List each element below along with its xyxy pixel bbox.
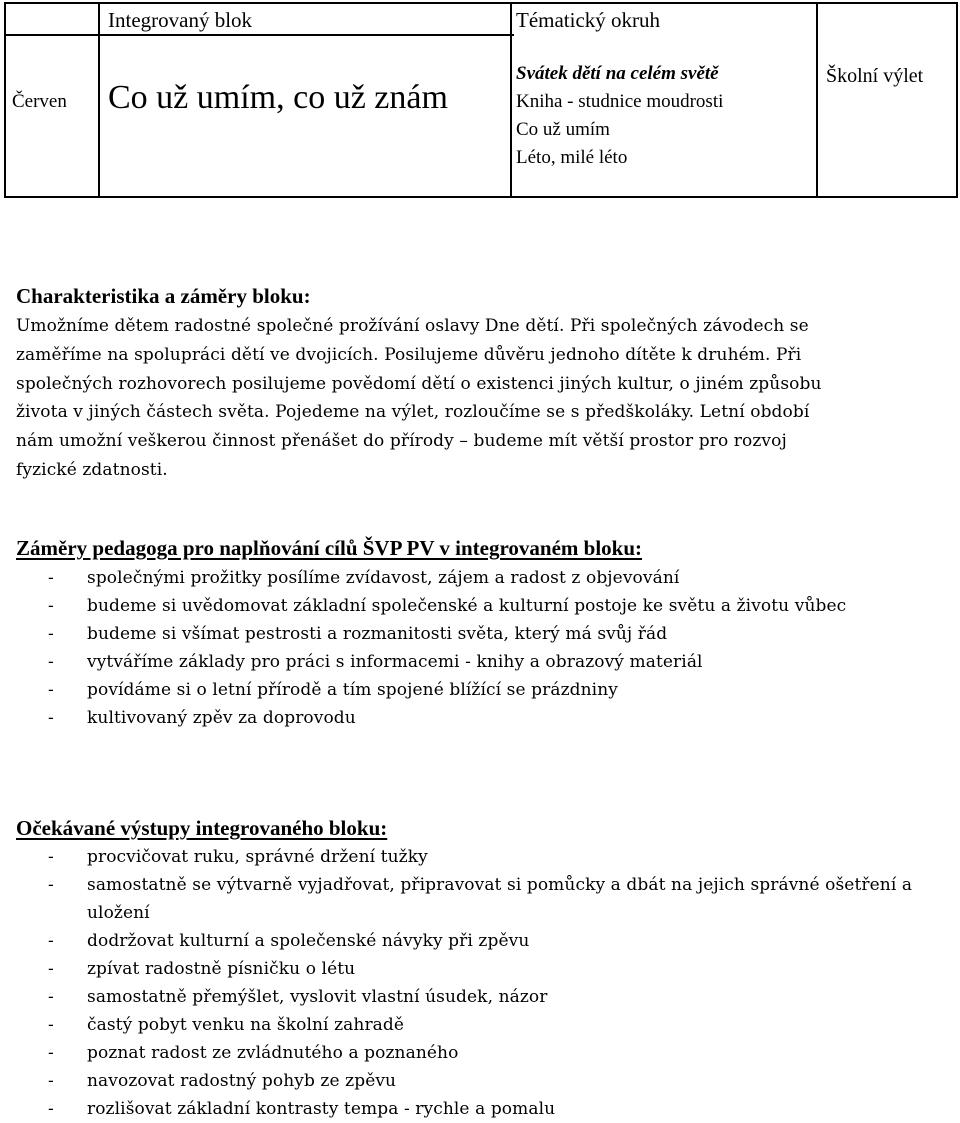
list-item: - vytváříme základy pro práci s informacemi - knihy a obrazový materiál [48, 648, 947, 676]
expected-outputs-list [48, 843, 947, 1123]
dash-marker: - [48, 875, 54, 895]
paragraph-line: společných rozhovorech posilujeme povědomí dětí o existenci jiných kultur, o jiném způsobu [16, 373, 822, 394]
paragraph-line: nám umožní veškerou činnost přenášet do přírody – budeme mít větší prostor pro rozvoj [16, 431, 787, 452]
list-item: - rozlišovat základní kontrasty tempa - rychle a pomalu [48, 1095, 947, 1123]
month-cell: Červen [12, 91, 67, 112]
dash-marker: - [48, 959, 54, 979]
event-cell: Školní výlet [826, 65, 924, 87]
topic-item: Svátek dětí na celém světě [516, 63, 719, 84]
characteristics-text [16, 312, 946, 485]
dash-marker: - [48, 1043, 54, 1063]
list-item: - samostatně se výtvarně vyjadřovat, připravovat si pomůcky a dbát na jejich správné ošetření a uložení [48, 871, 927, 927]
list-item: - budeme si uvědomovat základní společenské a kulturní postoje ke světu a životu vůbec [48, 592, 897, 620]
teacher-goals-heading: Záměry pedagoga pro naplňování cílů ŠVP PV v integrovaném bloku: [16, 536, 643, 560]
topics-cell [516, 60, 723, 172]
paragraph-line: života v jiných částech světa. Pojedeme na výlet, rozloučíme se s předškoláky. Letní období [16, 402, 810, 423]
topic-item: Co už umím [516, 119, 610, 140]
dash-marker: - [48, 987, 54, 1007]
dash-marker: - [48, 624, 54, 644]
topic-item: Kniha - studnice moudrosti [516, 91, 724, 112]
paragraph-line: zaměříme na spolupráci dětí ve dvojicích. Posilujeme důvěru jednoho dítěte k druhém. Při [16, 344, 802, 365]
list-item: - samostatně přemýšlet, vyslovit vlastní úsudek, názor [48, 983, 947, 1011]
paragraph-line: Umožníme dětem radostné společné prožívání oslavy Dne dětí. Při společných závodech se [16, 316, 809, 336]
dash-marker: - [48, 1099, 54, 1119]
dash-marker: - [48, 680, 54, 700]
dash-marker: - [48, 1071, 54, 1091]
header-table [4, 2, 958, 198]
teacher-goals-list [48, 564, 947, 732]
list-item: - společnými prožitky posílíme zvídavost, zájem a radost z objevování [48, 564, 947, 592]
dash-marker: - [48, 847, 54, 867]
paragraph-line: fyzické zdatnosti. [16, 459, 168, 480]
dash-marker: - [48, 931, 54, 951]
list-item: - procvičovat ruku, správné držení tužky [48, 843, 947, 871]
list-item: - budeme si všímat pestrosti a rozmanitosti světa, který má svůj řád [48, 620, 947, 648]
list-item: - zpívat radostně písničku o létu [48, 955, 947, 983]
dash-marker: - [48, 596, 54, 616]
list-item: - kultivovaný zpěv za doprovodu [48, 704, 947, 732]
header-col-topic: Tématický okruh [516, 8, 661, 32]
list-item: - dodržovat kulturní a společenské návyky při zpěvu [48, 927, 947, 955]
list-item: - častý pobyt venku na školní zahradě [48, 1011, 947, 1039]
list-item: - poznat radost ze zvládnutého a poznaného [48, 1039, 947, 1067]
dash-marker: - [48, 1015, 54, 1035]
list-item: - povídáme si o letní přírodě a tím spojené blížící se prázdniny [48, 676, 947, 704]
dash-marker: - [48, 568, 54, 588]
topic-item: Léto, milé léto [516, 147, 628, 168]
dash-marker: - [48, 708, 54, 728]
block-title: Co už umím, co už znám [108, 79, 448, 116]
list-item: - navozovat radostný pohyb ze zpěvu [48, 1067, 947, 1095]
dash-marker: - [48, 652, 54, 672]
header-col-integrated-block: Integrovaný blok [108, 8, 253, 32]
characteristics-heading: Charakteristika a záměry bloku: [16, 284, 311, 308]
expected-outputs-heading: Očekávané výstupy integrovaného bloku: [16, 816, 388, 840]
